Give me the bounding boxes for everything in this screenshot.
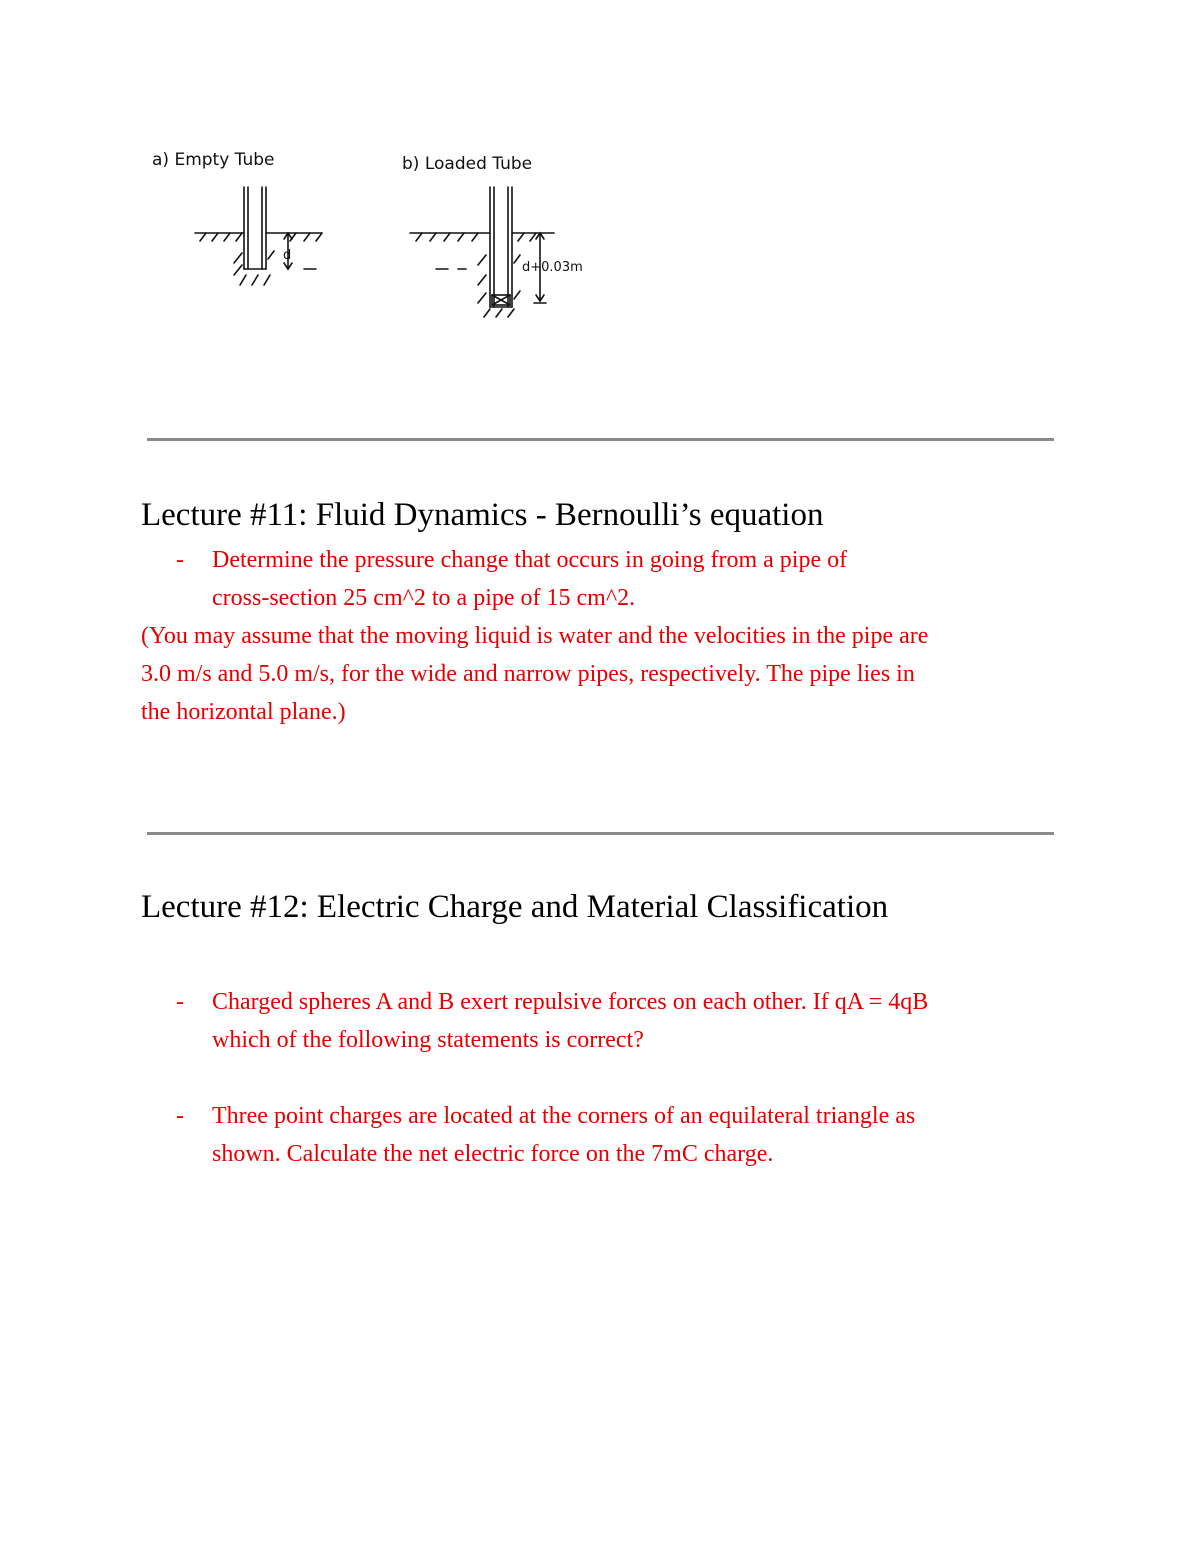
bullet-marker: - — [176, 989, 184, 1015]
label-empty-tube: a) Empty Tube — [152, 150, 275, 170]
question-line: Charged spheres A and B exert repulsive forces on each other. If qA = 4qB — [212, 989, 929, 1015]
question-line: cross-section 25 cm^2 to a pipe of 15 cm^2. — [212, 585, 636, 611]
section-divider — [147, 438, 1054, 441]
empty-tube-drawing — [195, 187, 322, 285]
question-text — [212, 541, 1052, 617]
question-line: Three point charges are located at the corners of an equilateral triangle as — [212, 1103, 916, 1129]
bullet-marker: - — [176, 547, 184, 573]
question-text — [212, 1097, 1052, 1173]
dim-d-plus-label: d+0.03m — [522, 260, 583, 275]
note-line: the horizontal plane.) — [141, 699, 346, 725]
dim-d-label: d — [283, 248, 292, 263]
label-loaded-tube: b) Loaded Tube — [402, 154, 533, 174]
bullet-marker: - — [176, 1103, 184, 1129]
tube-sketch — [140, 135, 620, 335]
question-text — [212, 983, 1052, 1059]
note-line: (You may assume that the moving liquid is water and the velocities in the pipe are — [141, 623, 929, 649]
question-line: shown. Calculate the net electric force on the 7mC charge. — [212, 1141, 774, 1167]
loaded-tube-drawing — [410, 187, 554, 317]
question-line: Determine the pressure change that occurs in going from a pipe of — [212, 547, 848, 573]
question-line: which of the following statements is correct? — [212, 1027, 644, 1053]
lecture-11-note — [141, 617, 1071, 731]
section-divider — [147, 832, 1054, 835]
lecture-11-title: Lecture #11: Fluid Dynamics - Bernoulli’s equation — [141, 497, 824, 533]
tube-figure — [140, 135, 620, 335]
lecture-12-title: Lecture #12: Electric Charge and Material Classification — [141, 889, 889, 925]
note-line: 3.0 m/s and 5.0 m/s, for the wide and narrow pipes, respectively. The pipe lies in — [141, 661, 915, 687]
